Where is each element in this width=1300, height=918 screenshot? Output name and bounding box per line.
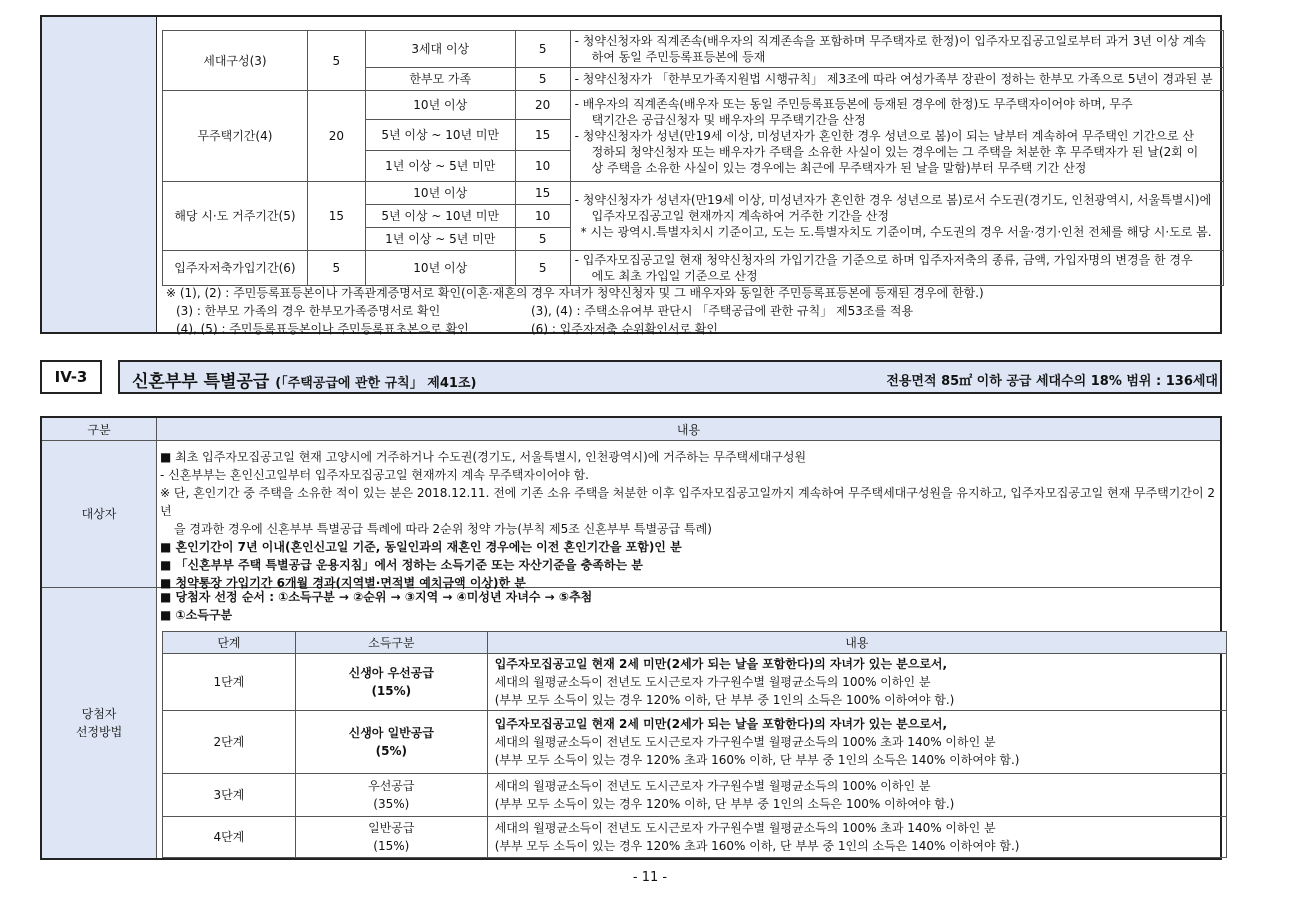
stage-cell: 2단계	[163, 711, 296, 774]
stage-content-cell: 입주자모집공고일 현재 2세 미만(2세가 되는 날을 포함한다)의 자녀가 있는 분으로서, 세대의 월평균소득이 전년도 도시근로자 가구원수별 월평균소득의 100% 초과 140% 이하인 분 (부부 모두 소득이 있는 경우 120% 초과 160% 이하, 단 부부 중 1인의 소득은 140% 이하여야 함.)	[487, 711, 1226, 774]
income-type-cell: 신생아 우선공급 (15%)	[295, 654, 487, 711]
table-row	[163, 182, 1224, 205]
income-table-header	[163, 632, 1227, 654]
section-title: 신혼부부 특별공급 (「주택공급에 관한 규칙」 제41조)	[132, 372, 477, 392]
criteria-cell: 10년 이상	[365, 91, 515, 120]
max-score-cell: 5	[307, 31, 365, 91]
selection-content	[160, 588, 592, 624]
note-line: ※ (1), (2) : 주민등록표등본이나 가족관계증명서로 확인(이혼·재혼의 경우 자녀가 청약신청자 및 그 배우자와 동일한 주민등록표등본에 등재된 경우에 한함.)	[166, 286, 984, 300]
score-cell: 15	[515, 120, 570, 151]
header-content: 내용	[676, 422, 701, 437]
note-row	[166, 320, 984, 338]
page-number: - 11 -	[632, 870, 668, 885]
stage-cell: 3단계	[163, 774, 296, 817]
target-line: ※ 단, 혼인기간 중 주택을 소유한 적이 있는 분은 2018.12.11. 전에 기존 소유 주택을 처분한 이후 입주자모집공고일까지 계속하여 무주택세대구성원을 유지하고, 입주자모집공고일 현재 무주택기간이 2년	[160, 486, 1215, 518]
target-line: ■ 혼인기간이 7년 이내(혼인신고일 기준, 동일인과의 재혼인 경우에는 이전 혼인기간을 포함)인 분	[160, 540, 682, 554]
description-cell: - 청약신청자와 직계존속(배우자의 직계존속을 포함하며 무주택자로 한정)이 입주자모집공고일로부터 과거 3년 이상 계속 하여 동일 주민등록표등본에 등재	[570, 31, 1223, 68]
newlywed-table	[40, 416, 1222, 860]
score-cell: 5	[515, 228, 570, 251]
table-row	[163, 31, 1224, 68]
target-line: 을 경과한 경우에 신혼부부 특별공급 특례에 따라 2순위 청약 가능(부칙 제5조 신혼부부 특별공급 특례)	[174, 522, 712, 536]
stage-cell: 4단계	[163, 817, 296, 858]
income-type-cell: 일반공급 (15%)	[295, 817, 487, 858]
section-title-box	[118, 360, 1222, 394]
header-content: 내용	[487, 632, 1226, 654]
target-line: ■ 청약통장 가입기간 6개월 경과(지역별·면적별 예치금액 이상)한 분	[160, 576, 526, 590]
description-cell: - 입주자모집공고일 현재 청약신청자의 가입기간을 기준으로 하며 입주자저축의 종류, 금액, 가입자명의 변경을 한 경우 에도 최초 가입일 기준으로 산정	[570, 251, 1223, 286]
criteria-cell: 3세대 이상	[365, 31, 515, 68]
note-line: (3) : 한부모 가족의 경우 한부모가족증명서로 확인	[176, 304, 441, 318]
table-row	[163, 711, 1227, 774]
target-line: - 신혼부부는 혼인신고일부터 입주자모집공고일 현재까지 계속 무주택자이어야 함.	[160, 468, 589, 482]
category-cell: 무주택기간(4)	[163, 91, 308, 182]
score-table-block	[40, 15, 1222, 334]
score-cell: 10	[515, 151, 570, 182]
section-supply-scope: 전용면적 85㎡ 이하 공급 세대수의 18% 범위 : 136세대	[886, 374, 1218, 389]
category-cell: 해당 시·도 거주기간(5)	[163, 182, 308, 251]
selection-label: 당첨자 선정방법	[42, 588, 157, 858]
income-table	[162, 631, 1227, 858]
score-cell: 5	[515, 68, 570, 91]
section-subtitle: (「주택공급에 관한 규칙」 제41조)	[275, 376, 477, 391]
criteria-cell: 10년 이상	[365, 251, 515, 286]
criteria-cell: 5년 이상 ~ 10년 미만	[365, 120, 515, 151]
score-cell: 15	[515, 182, 570, 205]
section-number: IV-3	[40, 360, 102, 394]
stage-content-cell: 세대의 월평균소득이 전년도 도시근로자 가구원수별 월평균소득의 100% 이하인 분 (부부 모두 소득이 있는 경우 120% 이하, 단 부부 중 1인의 소득은 100% 이하여야 함.)	[487, 774, 1226, 817]
description-cell: - 청약신청자가 「한부모가족지원법 시행규칙」 제3조에 따라 여성가족부 장관이 정하는 한부모 가족으로 5년이 경과된 분	[570, 68, 1223, 91]
stage-cell: 1단계	[163, 654, 296, 711]
header-category: 구분	[42, 418, 157, 440]
criteria-cell: 1년 이상 ~ 5년 미만	[365, 151, 515, 182]
score-cell: 10	[515, 205, 570, 228]
notes	[166, 284, 984, 338]
table-row	[163, 251, 1224, 286]
target-line: ■ 최초 입주자모집공고일 현재 고양시에 거주하거나 수도권(경기도, 서울특별시, 인천광역시)에 거주하는 무주택세대구성원	[160, 450, 807, 464]
stage-content-cell: 세대의 월평균소득이 전년도 도시근로자 가구원수별 월평균소득의 100% 초과 140% 이하인 분 (부부 모두 소득이 있는 경우 120% 초과 160% 이하, 단 부부 중 1인의 소득은 140% 이하여야 함.)	[487, 817, 1226, 858]
table-row	[163, 654, 1227, 711]
score-cell: 5	[515, 251, 570, 286]
target-content	[160, 448, 1220, 592]
category-cell: 입주자저축가입기간(6)	[163, 251, 308, 286]
stage-content-cell: 입주자모집공고일 현재 2세 미만(2세가 되는 날을 포함한다)의 자녀가 있는 분으로서, 세대의 월평균소득이 전년도 도시근로자 가구원수별 월평균소득의 100% 이하인 분 (부부 모두 소득이 있는 경우 120% 이하, 단 부부 중 1인의 소득은 100% 이하여야 함.)	[487, 654, 1226, 711]
max-score-cell: 20	[307, 91, 365, 182]
selection-order: ■ 당첨자 선정 순서 : ①소득구분 → ②순위 → ③지역 → ④미성년 자녀수 → ⑤추첨	[160, 590, 593, 604]
table-row	[163, 774, 1227, 817]
target-label: 대상자	[42, 441, 157, 587]
income-type-cell: 우선공급 (35%)	[295, 774, 487, 817]
score-table	[162, 30, 1224, 286]
header-stage: 단계	[163, 632, 296, 654]
note-row	[166, 302, 984, 320]
description-cell: - 배우자의 직계존속(배우자 또는 동일 주민등록표등본에 등재된 경우에 한정)도 무주택자이어야 하며, 무주 택기간은 공급신청자 및 배우자의 무주택기간을 산정 - 청약신청자가 성년(만19세 이상, 미성년자가 혼인한 경우 성년으로 봄)이 되는 날부터 계속하여 무주택인 기간으로 산 정하되 청약신청자 또는 배우자가 주택을 소유한 사실이 있는 경우에는 그 주택을 처분한 후 무주택자가 된 날(2회 이 상 주택을 소유한 사실이 있는 경우에는 최근에 무주택자가 된 날을 말함)부터 무주택 기간 산정	[570, 91, 1223, 182]
criteria-cell: 1년 이상 ~ 5년 미만	[365, 228, 515, 251]
header-income-type: 소득구분	[295, 632, 487, 654]
target-line: ■ 「신혼부부 주택 특별공급 운용지침」에서 정하는 소득기준 또는 자산기준을 충족하는 분	[160, 558, 643, 572]
description-cell: - 청약신청자가 성년자(만19세 이상, 미성년자가 혼인한 경우 성년으로 봄)로서 수도권(경기도, 인천광역시, 서울특별시)에 입주자모집공고일 현재까지 계속하여 거주한 기간을 산정 * 시는 광역시.특별자치시 기준이고, 도는 도.특별자치도 기준이며, 수도권의 경우 서울·경기·인천 전체를 해당 시·도로 봄.	[570, 182, 1223, 251]
criteria-cell: 한부모 가족	[365, 68, 515, 91]
criteria-cell: 10년 이상	[365, 182, 515, 205]
income-title: ■ ①소득구분	[160, 608, 233, 622]
max-score-cell: 5	[307, 251, 365, 286]
note-line: (6) : 입주자저축 순위확인서로 확인	[531, 322, 718, 336]
max-score-cell: 15	[307, 182, 365, 251]
criteria-cell: 5년 이상 ~ 10년 미만	[365, 205, 515, 228]
score-cell: 5	[515, 31, 570, 68]
left-label-column	[42, 17, 157, 332]
table-row	[163, 91, 1224, 120]
section-header	[40, 360, 1222, 396]
table-header	[42, 418, 1220, 441]
score-cell: 20	[515, 91, 570, 120]
category-cell: 세대구성(3)	[163, 31, 308, 91]
table-row	[163, 817, 1227, 858]
income-type-cell: 신생아 일반공급 (5%)	[295, 711, 487, 774]
note-line: (4), (5) : 주민등록표등본이나 주민등록표초본으로 확인	[176, 322, 469, 336]
note-line: (3), (4) : 주택소유여부 판단시 「주택공급에 관한 규칙」 제53조를 적용	[531, 304, 914, 318]
